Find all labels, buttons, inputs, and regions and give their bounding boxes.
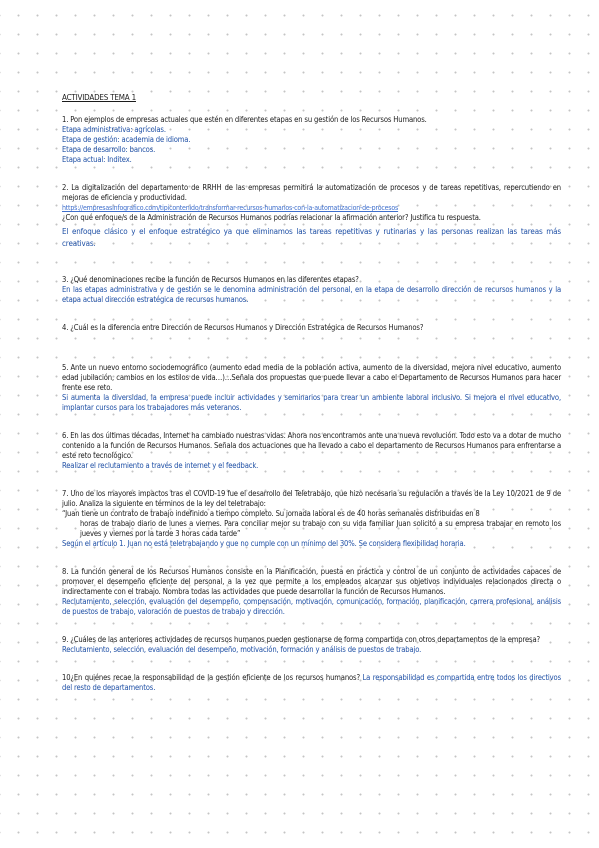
answer-8-text: Reclutamiento, selección, evaluación del desempeño, compensación, motivación, comunicación, formación, planificación, carrera profesional, análisis de puestos de trabajo, valoración de puestos de trabajo y dirección. <box>62 597 561 616</box>
question-2-block <box>62 183 561 250</box>
question-1-text: 1. Pon ejemplos de empresas actuales que estén en diferentes etapas en su gestión de los Recursos Humanos. <box>62 115 427 124</box>
page-title: ACTIVIDADES TEMA 1 <box>62 93 136 102</box>
answer-2-text: El enfoque clásico y el enfoque estratégico ya que eliminamos las tareas repetitivas y rutinarias y las personas realizan las tareas más creativas. <box>62 227 561 248</box>
answer-6-text: Realizar el reclutamiento a través de internet y el feedback. <box>62 461 259 470</box>
question-8-block <box>62 567 561 617</box>
question-2-text: 2. La digitalización del departamento de RRHH de las empresas permitirá la automatización de procesos y de tareas repetitivas, repercutiendo en mejoras de eficiencia y productividad. <box>62 183 561 202</box>
answer-1-line: Etapa actual: Inditex. <box>62 155 132 164</box>
question-7-quote-first: “Juan tiene un contrato de trabajo indefinido a tiempo completo. Su jornada laboral es de 40 horas semanales distribuidas en 8 <box>62 509 480 518</box>
question-4-text: 4. ¿Cuál es la diferencia entre Dirección de Recursos Humanos y Dirección Estratégica de Recursos Humanos? <box>62 323 424 332</box>
answer-10-text: La responsabilidad es compartida entre todos los directivos del resto de departamentos. <box>62 673 561 692</box>
question-7-block <box>62 489 561 549</box>
document-page <box>62 93 561 709</box>
question-2-link[interactable]: https://empresasinfografico.com/tipicontenido/transformar-recursos-humanos-con-la-automatizacion-de-procesos <box>62 204 399 212</box>
question-10-block <box>62 673 561 693</box>
question-7-text: 7. Uno de los mayores impactos tras el COVID-19 fue el desarrollo del Teletrabajo, que hizo necesaria su regulación a través de la Ley 10/2021 de 9 de julio. Analiza la siguiente en términos de la ley del teletrabajo: <box>62 489 561 508</box>
question-2-subquestion: ¿Con qué enfoque/s de la Administración de Recursos Humanos podrías relacionar la afirmación anterior? Justifica tu respuesta. <box>62 213 481 222</box>
question-4-block <box>62 323 561 333</box>
answer-1-line: Etapa de gestión: academia de idioma. <box>62 135 191 144</box>
question-10-text: 10¿En quiénes recae la responsabilidad de la gestión eficiente de los recursos humanos? <box>62 673 360 682</box>
question-9-block <box>62 635 561 655</box>
answer-5-text: Si aumenta la diversidad, la empresa puede incluir actividades y seminarios para crear un ambiente laboral inclusivo. Si mejora el nivel educativo, implantar cursos para los trabajadores más veteranos. <box>62 393 561 412</box>
question-3-block <box>62 275 561 305</box>
question-6-text: 6. En las dos últimas décadas, Internet ha cambiado nuestras vidas. Ahora nos encontramos ante una nueva revolución. Todo esto va a dotar de mucho contenido a la función de Recursos Humanos. Señala dos actuaciones que ha llevado a cabo el departamento de Recursos Humanos para enfrentarse a este reto tecnológico. <box>62 431 561 460</box>
answer-1-line: Etapa de desarrollo: bancos. <box>62 145 156 154</box>
question-5-text: 5. Ante un nuevo entorno sociodemográfico (aumento edad media de la población activa, aumento de la diversidad, mejora nivel educativo, aumento edad jubilación, cambios en los estilos de vida…)…Señala dos propuestas que puede llevar a cabo el Departamento de Recursos Humanos para hacer frente ese reto. <box>62 363 561 392</box>
question-5-block <box>62 363 561 413</box>
question-10-paragraph <box>62 673 561 693</box>
question-9-text: 9. ¿Cuáles de las anteriores actividades de recursos humanos pueden gestionarse de forma compartida con otros departamentos de la empresa? <box>62 635 540 644</box>
question-6-block <box>62 431 561 471</box>
answer-3-text: En las etapas administrativa y de gestión se le denomina administración del personal, en la etapa de desarrollo dirección de recursos humanos y la etapa actual dirección estratégica de recursos humanos. <box>62 285 561 304</box>
answer-1-line: Etapa administrativa: agrícolas. <box>62 125 166 134</box>
question-7-quote-rest: horas de trabajo diario de lunes a viernes. Para conciliar mejor su trabajo con su vida familiar Juan solicitó a su empresa trabajar en remoto los jueves y viernes por la tarde 3 horas cada tarde” <box>80 519 561 538</box>
question-7-quote <box>62 509 561 539</box>
question-1-block <box>62 115 561 165</box>
answer-9-text: Reclutamiento, selección, evaluación del desempeño, motivación, formación y análisis de puestos de trabajo. <box>62 645 422 654</box>
question-3-text: 3. ¿Qué denominaciones recibe la función de Recursos Humanos en las diferentes etapas? <box>62 275 359 284</box>
answer-7-text: Según el artículo 1. Juan no está teletrabajando y que no cumple con un mínimo del 30%. Se considera flexibilidad horaria. <box>62 539 466 548</box>
question-8-text: 8. La función general de los Recursos Humanos consiste en la Planificación, puesta en práctica y control de un conjunto de actividades capaces de promover el desempeño eficiente del personal, a la vez que permite a los empleados alcanzar sus objetivos individuales relacionados directa o indirectamente con el trabajo. Nombra todas las actividades que puede desarrollar la función de Recursos Humanos. <box>62 567 561 596</box>
